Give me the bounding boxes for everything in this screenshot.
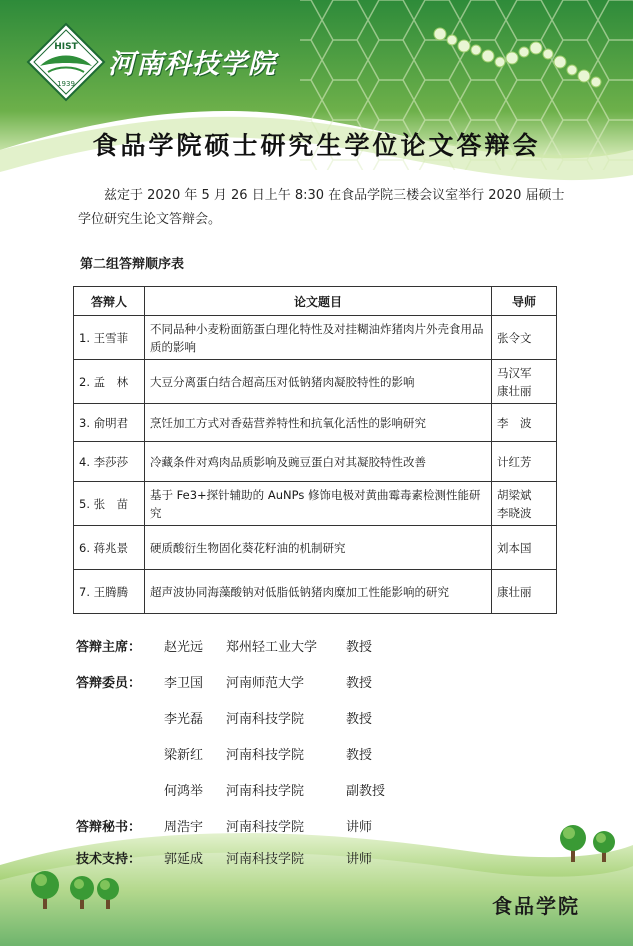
student-cell: 1. 王雪菲 — [74, 316, 145, 360]
school-logo — [26, 22, 106, 102]
committee-institution: 河南科技学院 — [226, 852, 305, 867]
student-cell: 7. 王腾腾 — [74, 570, 145, 614]
committee-rank: 讲师 — [346, 820, 373, 835]
topic-cell: 超声波协同海藻酸钠对低脂低钠猪肉糜加工性能影响的研究 — [145, 570, 492, 614]
topic-cell: 基于 Fe3+探针辅助的 AuNPs 修饰电极对黄曲霉毒素检测性能研究 — [145, 482, 492, 526]
logo-year: 1939 — [57, 80, 75, 88]
table-row — [74, 316, 557, 360]
committee-institution: 河南科技学院 — [226, 712, 305, 727]
table-header-row — [74, 287, 557, 316]
committee-name: 赵光远 — [164, 640, 204, 655]
student-cell: 3. 俞明君 — [74, 404, 145, 442]
committee-institution: 河南师范大学 — [226, 676, 305, 691]
topic-cell: 大豆分离蛋白结合超高压对低钠猪肉凝胶特性的影响 — [145, 360, 492, 404]
page-title: 食品学院硕士研究生学位论文答辩会 — [92, 131, 541, 160]
table-row — [74, 570, 557, 614]
committee-name: 梁新红 — [164, 748, 204, 763]
committee-institution: 河南科技学院 — [226, 748, 305, 763]
committee-rank: 教授 — [346, 676, 373, 691]
committee-name: 李光磊 — [164, 712, 204, 727]
topic-cell: 硬质酸衍生物固化葵花籽油的机制研究 — [145, 526, 492, 570]
school-name: 河南科技学院 — [108, 49, 276, 80]
defense-order-table — [73, 286, 557, 614]
advisor-cell: 康壮丽 — [492, 570, 557, 614]
committee-role: 答辩委员： — [76, 676, 142, 691]
table-row — [74, 360, 557, 404]
student-cell: 4. 李莎莎 — [74, 442, 145, 482]
group-title: 第二组答辩顺序表 — [80, 257, 185, 272]
committee-role: 答辩主席： — [76, 640, 142, 655]
table-row — [74, 404, 557, 442]
student-cell: 6. 蒋兆景 — [74, 526, 145, 570]
topic-cell: 冷藏条件对鸡肉品质影响及豌豆蛋白对其凝胶特性改善 — [145, 442, 492, 482]
advisor-cell: 计红芳 — [492, 442, 557, 482]
intro-paragraph: 兹定于 2020 年 5 月 26 日上午 8:30 在食品学院三楼会议室举行 2020 届硕士学位研究生论文答辩会。 — [78, 188, 565, 227]
advisor-cell: 李 波 — [492, 404, 557, 442]
committee-name: 何鸿举 — [164, 784, 204, 799]
advisor-cell: 马汉军 康壮丽 — [492, 360, 557, 404]
topic-cell: 烹饪加工方式对香菇营养特性和抗氧化活性的影响研究 — [145, 404, 492, 442]
committee-rank: 副教授 — [346, 784, 386, 799]
student-cell: 2. 孟 林 — [74, 360, 145, 404]
advisor-cell: 刘本国 — [492, 526, 557, 570]
student-cell: 5. 张 苗 — [74, 482, 145, 526]
table-row — [74, 526, 557, 570]
footer-college-name: 食品学院 — [492, 894, 580, 918]
committee-rank: 教授 — [346, 748, 373, 763]
committee-institution: 河南科技学院 — [226, 820, 305, 835]
advisor-cell: 张令文 — [492, 316, 557, 360]
committee-rank: 教授 — [346, 712, 373, 727]
topic-cell: 不同品种小麦粉面筋蛋白理化特性及对挂糊油炸猪肉片外壳食用品质的影响 — [145, 316, 492, 360]
committee-name: 周浩宇 — [164, 820, 204, 835]
table-row — [74, 442, 557, 482]
committee-rank: 教授 — [346, 640, 373, 655]
committee-rank: 讲师 — [346, 852, 373, 867]
committee-name: 李卫国 — [164, 676, 204, 691]
committee-name: 郭延成 — [164, 852, 204, 867]
advisor-cell: 胡梁斌 李晓波 — [492, 482, 557, 526]
committee-institution: 郑州轻工业大学 — [226, 640, 318, 655]
committee-role: 技术支持： — [76, 852, 142, 867]
committee-role: 答辩秘书： — [76, 820, 142, 835]
committee-institution: 河南科技学院 — [226, 784, 305, 799]
header-topic: 论文题目 — [145, 287, 492, 316]
table-row — [74, 482, 557, 526]
header-advisor: 导师 — [492, 287, 557, 316]
logo-abbrev: HIST — [54, 42, 78, 52]
header-student: 答辩人 — [74, 287, 145, 316]
